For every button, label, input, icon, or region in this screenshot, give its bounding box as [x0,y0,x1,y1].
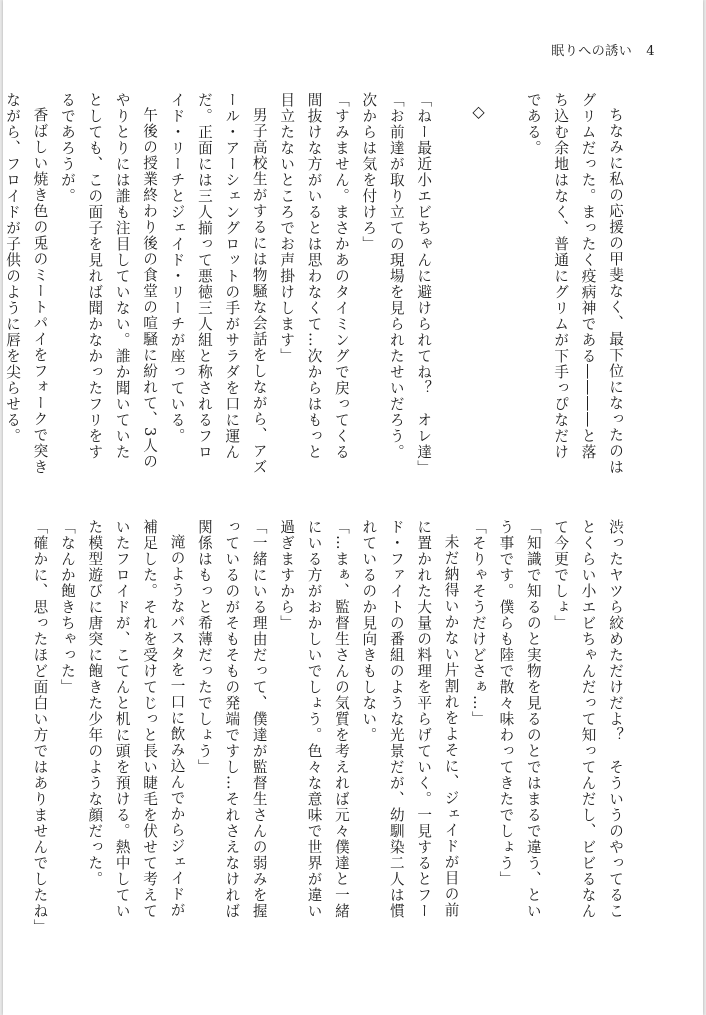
text-column-top [4,92,629,476]
dialogue-line: 「ねー最近小エビちゃんに避けられてね？ オレ達」 [415,92,433,476]
text-column-bottom [31,519,629,935]
blank-line [492,92,519,475]
dialogue-line: 「お前達が取り立ての現場を見られたせいだろう。次からは気を付けろ」 [360,92,405,460]
dialogue-line: 「確かに、思ったほど面白い方ではありませんでしたね」 [31,519,49,935]
paragraph: 滝のようなパスタを一口に飲み込んでからジェイドが補足した。それを受けてじっと長い睫毛を伏せて考えていたフロイドが、こてんと机に頭を預ける。熱中していた模型遊びに唐突に飽きた少年のような顔だった。 [86,519,186,919]
paragraph: 未だ納得いかない片割れをよそに、ジェイドが目の前に置かれた大量の料理を平らげていく。一見するとフード・ファイトの番組のような光景だが、幼馴染二人は慣れているのか見向きもしない。 [360,519,460,919]
dialogue-line: 「そりゃそうだけどさぁ…」 [469,519,487,727]
dialogue-line: 「一緒にいる理由だって、僕達が監督生さんの弱みを握っているのがそもそもの発端ですし…それさえなければ関係はもっと希薄だったでしょう」 [195,519,268,919]
dialogue-line: 「なんか飽きちゃった」 [58,519,76,695]
dialogue-line: 「…まぁ、監督生さんの気質を考えれば元々僕達と一緒にいる方がおかしいでしょう。色々な意味で世界が違い過ぎますから」 [278,519,350,919]
running-header [551,40,655,59]
paragraph: 香ばしい焼き色の兎のミートパイをフォークで突きながら、フロイドが子供のように唇を尖らせる。 [4,92,49,475]
dialogue-line: 「すみません。まさかあのタイミングで戻ってくる間抜けな方がいるとは思わなくて…次からはもっと目立たないところでお声掛けします」 [278,92,350,460]
book-page [3,0,703,1015]
page-number: 4 [646,44,655,59]
paragraph: ちなみに私の応援の甲斐なく、最下位になったのはグリムだった。まったく疫病神である――――と落ち込む余地はなく、普通にグリムが下手っぴなだけである。 [524,92,624,475]
scene-separator: ◇ [468,102,488,123]
dialogue-line: 「知識で知るのと実物を見るのとではまるで違う、という事です。僕らも陸で散々味わってきたでしょう」 [497,519,542,919]
dialogue-line: 渋ったヤツら絞めただけだよ？ そういうのやってることくらい小エビちゃんだって知ってんだし、ビビるなんて今更でしょ」 [552,519,624,919]
paragraph: 午後の授業終わり後の食堂の喧騒に紛れて、3人のやりとりには誰も注目していない。誰か聞いていたとしても、この面子を見れば聞かなかったフリをするであろうが。 [58,92,159,470]
chapter-title: 眠りへの誘い [551,44,633,59]
blank-line [437,92,464,475]
paragraph: 男子高校生がするには物騒な会話をしながら、アズール・アーシェングロットの手がサラダを口に運んだ。正面には三人揃って悪徳三人組と称されるフロイド・リーチとジェイド・リーチが座っている。 [168,92,268,475]
